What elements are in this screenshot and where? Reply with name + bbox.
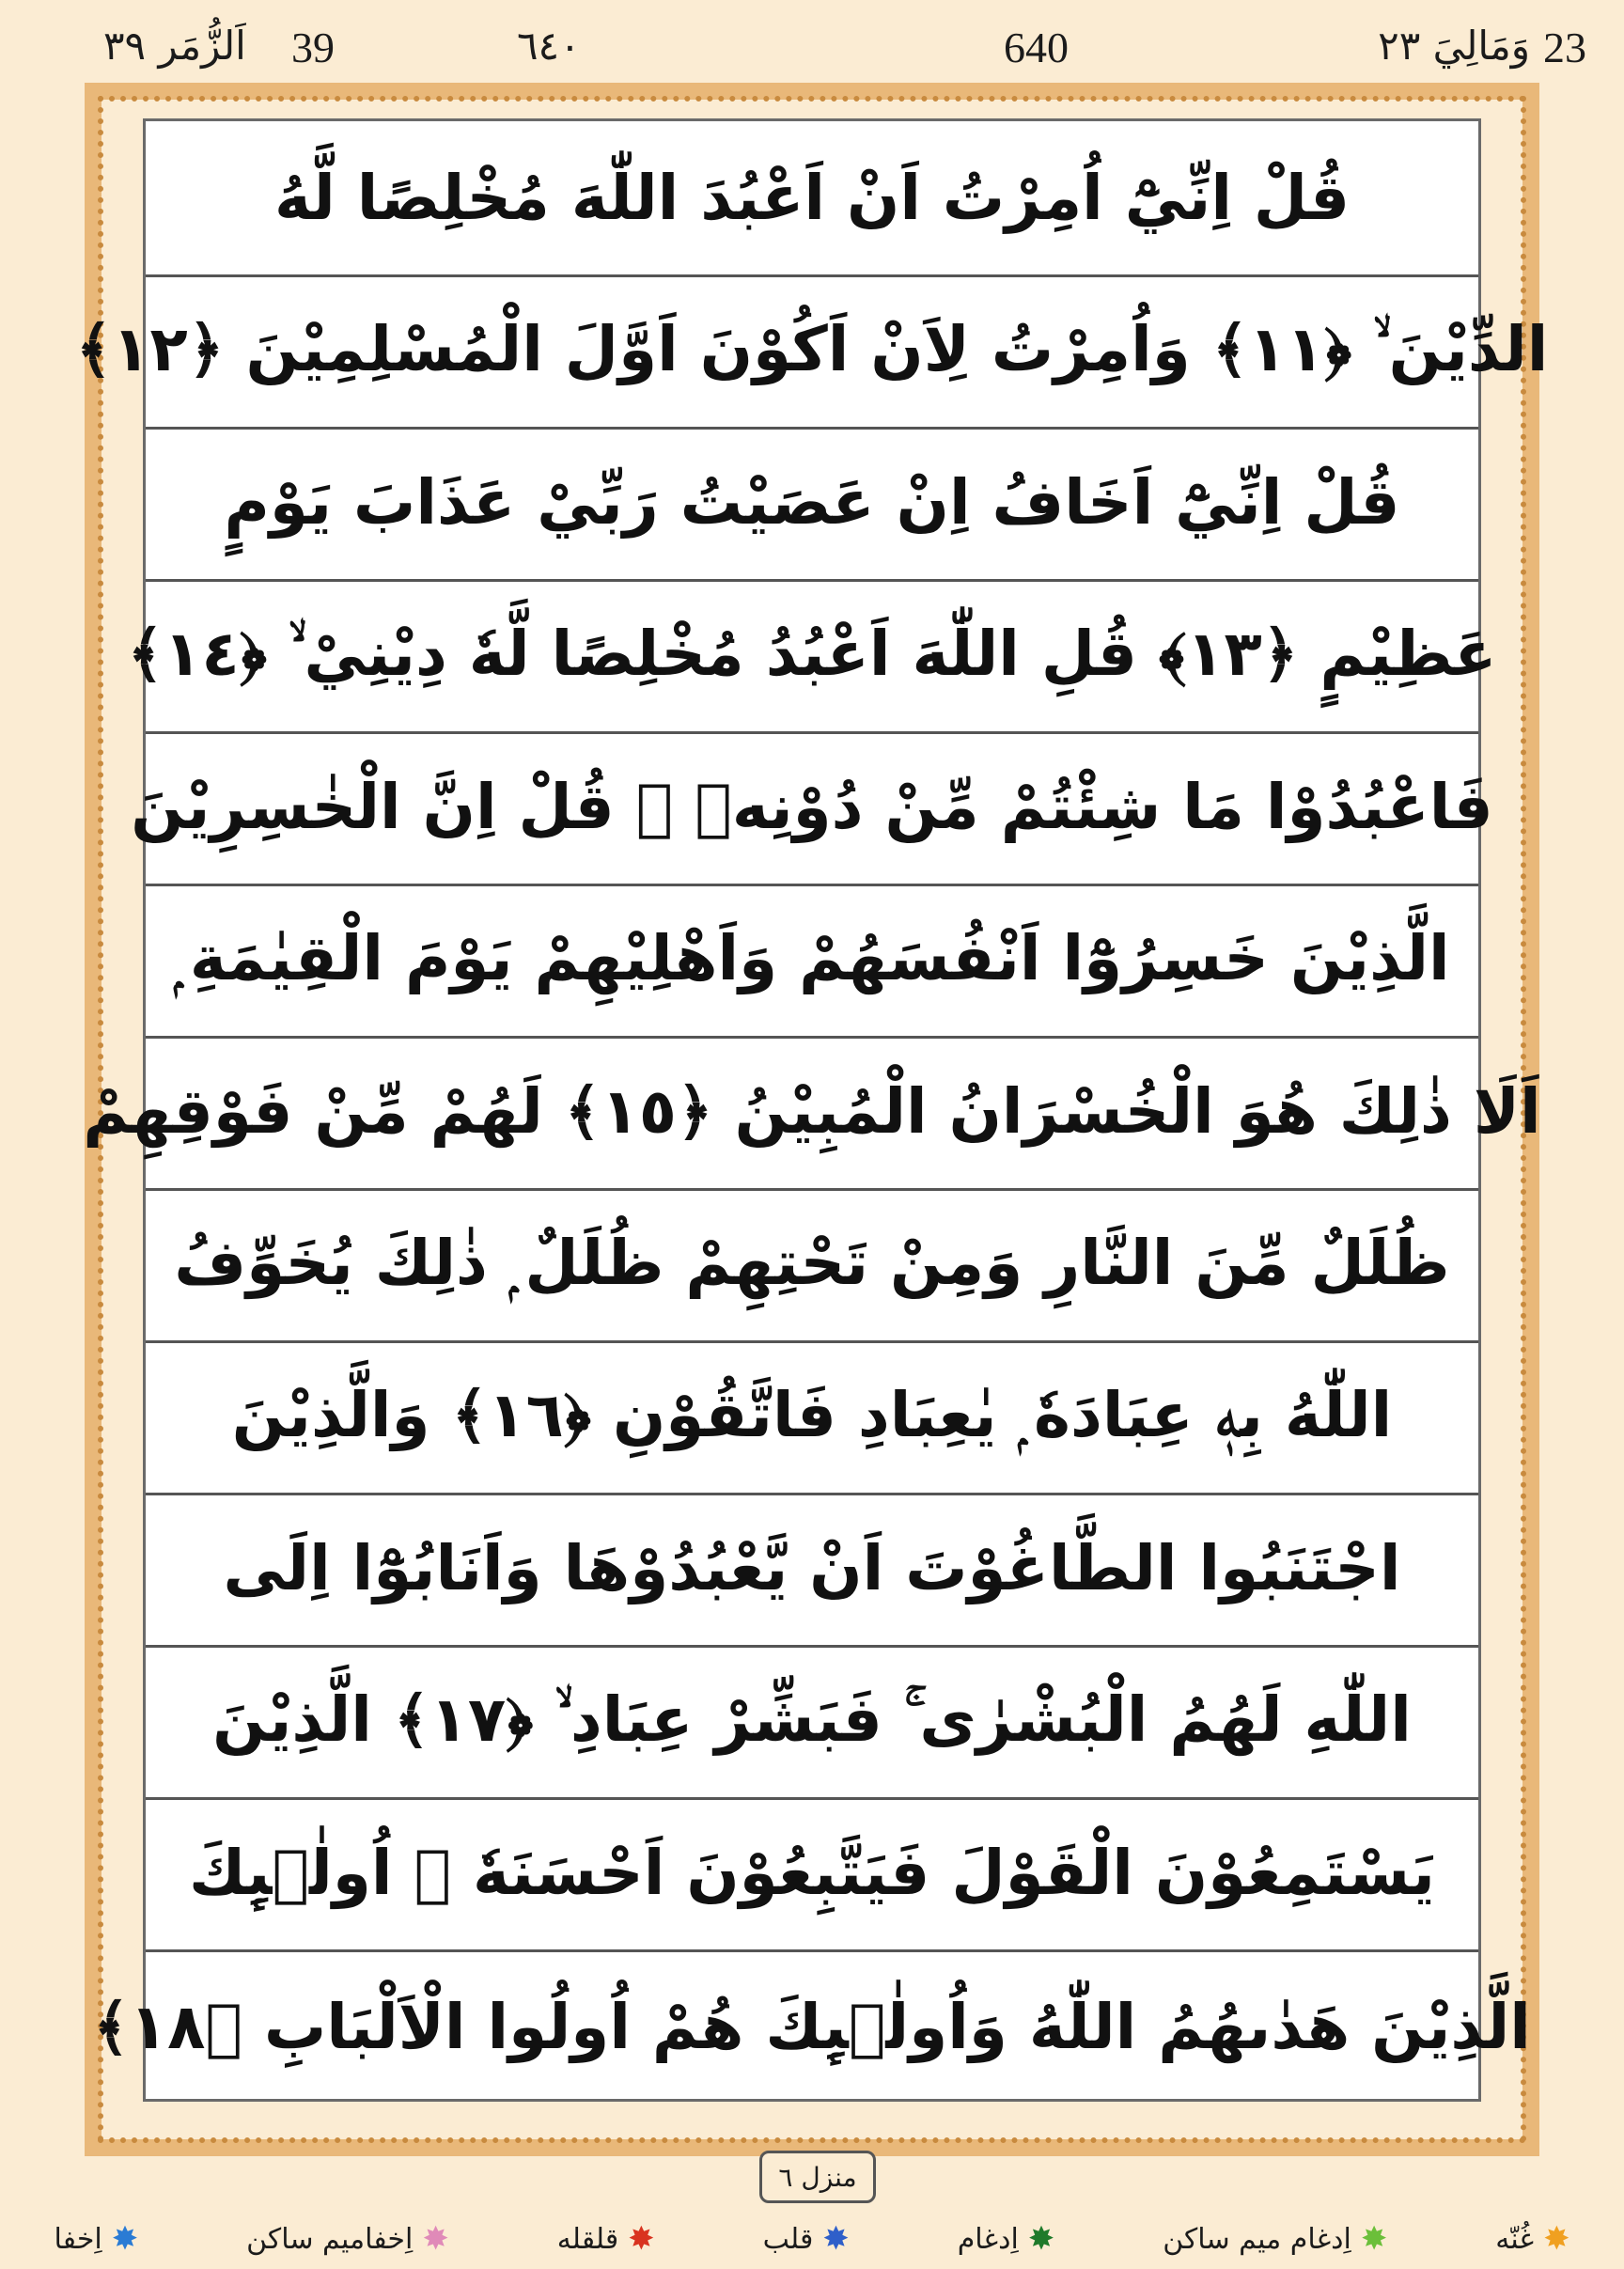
legend-label: اِخفامیم ساکن (246, 2222, 414, 2256)
surah-name: اَلزُّمَر ٣٩ (103, 23, 246, 69)
text-line (146, 1339, 1478, 1495)
star-icon: ✸ (1543, 2220, 1570, 2258)
text-line (131, 730, 1493, 886)
text-line (127, 578, 1497, 734)
legend-label: اِخفا (54, 2222, 102, 2256)
line-text: الَّذِيْنَ هَدٰىهُمُ اللّٰهُ وَاُولٰۗىِٕكَ هُمْ اُولُوا الْاَلْبَابِ ﴿١٨﴾ (93, 1990, 1531, 2063)
line-text: قُلْ اِنِّيْٓ اَخَافُ اِنْ عَصَيْتُ رَبِّيْ عَذَابَ يَوْمٍ (224, 466, 1400, 539)
text-line (75, 274, 1549, 430)
line-text: اللّٰهِ لَهُمُ الْبُشْرٰى ۚ فَبَشِّرْ عِبَادِ ۙ ﴿١٧﴾ الَّذِيْنَ (212, 1683, 1412, 1756)
quran-text-area (75, 118, 1549, 2102)
page-number: 640 (1004, 23, 1069, 71)
star-icon: ✸ (628, 2220, 655, 2258)
star-icon: ✸ (111, 2220, 139, 2258)
line-text: عَظِيْمٍ ﴿١٣﴾ قُلِ اللّٰهَ اَعْبُدُ مُخْلِصًا لَّهٗ دِيْنِيْ ۙ ﴿١٤﴾ (127, 618, 1497, 690)
page-header (0, 0, 1624, 90)
juz-number: 23 (1543, 23, 1586, 71)
legend-item (1163, 2220, 1388, 2258)
legend-label: غُنّه (1495, 2222, 1535, 2256)
page-number-arabic: ٦٤٠ (517, 23, 581, 69)
legend-label: قلب (762, 2222, 814, 2256)
line-text: قُلْ اِنِّيْٓ اُمِرْتُ اَنْ اَعْبُدَ اللّٰهَ مُخْلِصًا لَّهُ (273, 162, 1351, 234)
text-line (146, 1492, 1478, 1648)
line-text: فَاعْبُدُوْا مَا شِئْتُمْ مِّنْ دُوْنِهٖ ۭ قُلْ اِنَّ الْخٰسِرِيْنَ (131, 771, 1493, 843)
legend-label: اِدغام میم ساکن (1163, 2222, 1351, 2256)
star-icon: ✸ (822, 2220, 850, 2258)
legend-item (957, 2220, 1055, 2258)
line-text: الدِّيْنَ ۙ ﴿١١﴾ وَاُمِرْتُ لِاَنْ اَكُوْنَ اَوَّلَ الْمُسْلِمِيْنَ ﴿١٢﴾ (75, 313, 1549, 385)
legend-item (762, 2220, 850, 2258)
text-line (93, 1948, 1531, 2105)
legend-item (54, 2220, 139, 2258)
text-line (146, 883, 1478, 1039)
star-icon: ✸ (1027, 2220, 1055, 2258)
line-text: اجْتَنَبُوا الطَّاغُوْتَ اَنْ يَّعْبُدُوْهَا وَاَنَابُوْٓا اِلَى (223, 1532, 1401, 1604)
star-icon: ✸ (1360, 2220, 1388, 2258)
legend-item (1495, 2220, 1570, 2258)
text-line (83, 1035, 1541, 1191)
line-text: يَسْتَمِعُوْنَ الْقَوْلَ فَيَتَّبِعُوْنَ اَحْسَنَهٗ ۭ اُولٰۗىِٕكَ (189, 1837, 1435, 1909)
text-line (146, 1187, 1478, 1343)
line-text: اَلَا ذٰلِكَ هُوَ الْخُسْرَانُ الْمُبِيْنُ ﴿١٥﴾ لَهُمْ مِّنْ فَوْقِهِمْ (83, 1075, 1541, 1148)
legend-label: اِدغام (957, 2222, 1019, 2256)
juz-name: وَمَالِيَ ٢٣ (1378, 23, 1530, 69)
legend-item (246, 2220, 449, 2258)
line-text: اللّٰهُ بِهٖ عِبَادَهٗ ۭ يٰعِبَادِ فَاتَّقُوْنِ ﴿١٦﴾ وَالَّذِيْنَ (231, 1379, 1393, 1451)
legend-item (556, 2220, 655, 2258)
text-line (146, 1644, 1478, 1800)
text-line (146, 1796, 1478, 1952)
tajweed-legend (0, 2209, 1624, 2269)
line-text: ظُلَلٌ مِّنَ النَّارِ وَمِنْ تَحْتِهِمْ ظُلَلٌ ۭ ذٰلِكَ يُخَوِّفُ (174, 1227, 1450, 1299)
text-line (146, 426, 1478, 582)
legend-label: قلقله (556, 2222, 619, 2256)
manzil-label: منزل ٦ (759, 2151, 876, 2203)
star-icon: ✸ (422, 2220, 449, 2258)
text-line (146, 121, 1478, 277)
surah-number: 39 (291, 23, 335, 71)
line-text: الَّذِيْنَ خَسِرُوْٓا اَنْفُسَهُمْ وَاَهْلِيْهِمْ يَوْمَ الْقِيٰمَةِ ۭ (174, 922, 1450, 994)
